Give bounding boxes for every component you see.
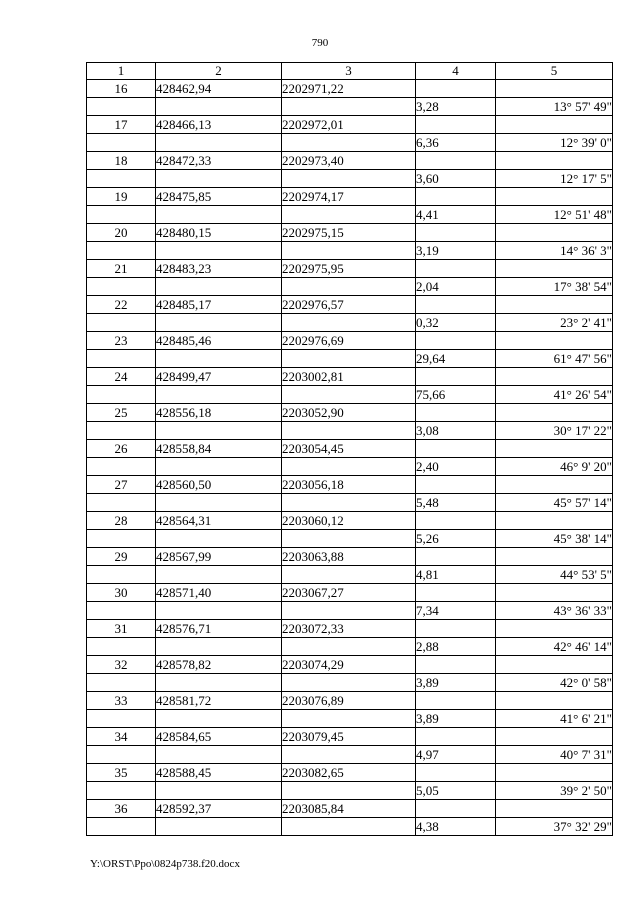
empty-cell [416,260,496,278]
segment-row [87,674,613,692]
segment-angle: 17° 38' 54" [496,278,613,296]
coordinate-y: 2203052,90 [282,404,416,422]
empty-cell [156,386,282,404]
empty-cell [282,566,416,584]
page-number: 790 [311,37,329,49]
segment-angle: 14° 36' 3" [496,242,613,260]
empty-cell [282,674,416,692]
coordinate-y: 2203056,18 [282,476,416,494]
segment-length: 2,88 [416,638,496,656]
column-header-4: 4 [416,63,496,80]
empty-cell [496,800,613,818]
empty-cell [87,98,156,116]
point-row [87,728,613,746]
empty-cell [496,260,613,278]
empty-cell [416,224,496,242]
empty-cell [87,602,156,620]
segment-length: 3,28 [416,98,496,116]
point-row [87,548,613,566]
empty-cell [87,170,156,188]
segment-angle: 41° 26' 54" [496,386,613,404]
coordinate-y: 2202976,69 [282,332,416,350]
coordinate-x: 428485,46 [156,332,282,350]
empty-cell [496,404,613,422]
empty-cell [282,134,416,152]
segment-angle: 12° 17' 5" [496,170,613,188]
point-number: 30 [87,584,156,602]
empty-cell [87,350,156,368]
segment-angle: 40° 7' 31" [496,746,613,764]
point-number: 28 [87,512,156,530]
segment-row [87,386,613,404]
empty-cell [496,368,613,386]
empty-cell [496,764,613,782]
empty-cell [496,512,613,530]
coordinate-y: 2203060,12 [282,512,416,530]
coordinate-x: 428576,71 [156,620,282,638]
point-number: 21 [87,260,156,278]
empty-cell [156,674,282,692]
point-row [87,224,613,242]
segment-length: 3,60 [416,170,496,188]
segment-row [87,278,613,296]
empty-cell [156,170,282,188]
coordinate-x: 428592,37 [156,800,282,818]
point-number: 25 [87,404,156,422]
empty-cell [156,134,282,152]
empty-cell [87,674,156,692]
empty-cell [496,584,613,602]
empty-cell [282,386,416,404]
segment-angle: 42° 0' 58" [496,674,613,692]
point-row [87,368,613,386]
empty-cell [282,782,416,800]
point-number: 35 [87,764,156,782]
empty-cell [496,116,613,134]
empty-cell [416,296,496,314]
segment-length: 5,26 [416,530,496,548]
segment-angle: 30° 17' 22" [496,422,613,440]
point-row [87,440,613,458]
empty-cell [496,476,613,494]
segment-angle: 44° 53' 5" [496,566,613,584]
segment-length: 2,40 [416,458,496,476]
segment-length: 6,36 [416,134,496,152]
segment-length: 4,97 [416,746,496,764]
empty-cell [156,314,282,332]
point-number: 27 [87,476,156,494]
point-row [87,620,613,638]
segment-length: 29,64 [416,350,496,368]
empty-cell [282,746,416,764]
coordinate-y: 2202971,22 [282,80,416,98]
coordinate-x: 428480,15 [156,224,282,242]
empty-cell [87,638,156,656]
coordinate-y: 2203054,45 [282,440,416,458]
coordinates-table [86,62,613,836]
empty-cell [156,350,282,368]
segment-angle: 42° 46' 14" [496,638,613,656]
empty-cell [416,512,496,530]
segment-row [87,530,613,548]
empty-cell [87,458,156,476]
column-header-2: 2 [156,63,282,80]
point-row [87,800,613,818]
coordinate-y: 2203082,65 [282,764,416,782]
point-number: 19 [87,188,156,206]
empty-cell [282,818,416,836]
empty-cell [156,206,282,224]
segment-row [87,134,613,152]
coordinate-y: 2203079,45 [282,728,416,746]
point-number: 18 [87,152,156,170]
empty-cell [496,548,613,566]
point-row [87,584,613,602]
empty-cell [416,620,496,638]
segment-angle: 23° 2' 41" [496,314,613,332]
point-row [87,764,613,782]
segment-row [87,818,613,836]
coordinate-y: 2202975,95 [282,260,416,278]
column-header-1: 1 [87,63,156,80]
point-number: 24 [87,368,156,386]
empty-cell [156,458,282,476]
empty-cell [156,710,282,728]
empty-cell [156,782,282,800]
segment-row [87,638,613,656]
coordinate-x: 428581,72 [156,692,282,710]
coordinate-y: 2203072,33 [282,620,416,638]
empty-cell [496,620,613,638]
coordinate-y: 2202973,40 [282,152,416,170]
empty-cell [496,656,613,674]
empty-cell [87,818,156,836]
empty-cell [282,170,416,188]
point-number: 29 [87,548,156,566]
segment-angle: 41° 6' 21" [496,710,613,728]
segment-angle: 13° 57' 49" [496,98,613,116]
empty-cell [496,332,613,350]
segment-angle: 37° 32' 29" [496,818,613,836]
segment-row [87,746,613,764]
empty-cell [282,638,416,656]
empty-cell [282,458,416,476]
segment-length: 5,48 [416,494,496,512]
segment-length: 3,89 [416,710,496,728]
point-row [87,260,613,278]
empty-cell [416,440,496,458]
segment-angle: 39° 2' 50" [496,782,613,800]
point-number: 20 [87,224,156,242]
empty-cell [416,476,496,494]
point-number: 26 [87,440,156,458]
coordinate-x: 428475,85 [156,188,282,206]
empty-cell [87,386,156,404]
point-number: 22 [87,296,156,314]
empty-cell [156,566,282,584]
empty-cell [87,710,156,728]
column-header-3: 3 [282,63,416,80]
coordinate-y: 2203085,84 [282,800,416,818]
coordinate-y: 2202972,01 [282,116,416,134]
segment-row [87,494,613,512]
footer-file-path: Y:\ORST\Ppo\0824p738.f20.docx [90,858,240,870]
point-row [87,116,613,134]
empty-cell [87,422,156,440]
coordinate-y: 2203063,88 [282,548,416,566]
empty-cell [87,314,156,332]
empty-cell [156,602,282,620]
segment-length: 5,05 [416,782,496,800]
point-number: 17 [87,116,156,134]
empty-cell [282,206,416,224]
point-number: 34 [87,728,156,746]
segment-row [87,602,613,620]
coordinate-y: 2203067,27 [282,584,416,602]
empty-cell [156,746,282,764]
empty-cell [87,566,156,584]
segment-length: 3,19 [416,242,496,260]
empty-cell [282,314,416,332]
point-row [87,512,613,530]
empty-cell [416,548,496,566]
coordinate-x: 428558,84 [156,440,282,458]
segment-row [87,422,613,440]
column-header-5: 5 [496,63,613,80]
segment-length: 75,66 [416,386,496,404]
segment-row [87,170,613,188]
coordinate-x: 428567,99 [156,548,282,566]
coordinate-x: 428483,23 [156,260,282,278]
segment-length: 4,41 [416,206,496,224]
empty-cell [416,692,496,710]
empty-cell [416,800,496,818]
empty-cell [496,296,613,314]
coordinate-y: 2202974,17 [282,188,416,206]
coordinate-x: 428472,33 [156,152,282,170]
empty-cell [416,728,496,746]
empty-cell [416,80,496,98]
empty-cell [496,440,613,458]
coordinate-y: 2202975,15 [282,224,416,242]
empty-cell [282,278,416,296]
point-row [87,656,613,674]
empty-cell [416,188,496,206]
empty-cell [87,242,156,260]
empty-cell [156,638,282,656]
point-number: 16 [87,80,156,98]
empty-cell [416,368,496,386]
empty-cell [282,710,416,728]
coordinate-x: 428556,18 [156,404,282,422]
coordinate-x: 428560,50 [156,476,282,494]
empty-cell [87,134,156,152]
segment-row [87,458,613,476]
point-number: 31 [87,620,156,638]
segment-row [87,98,613,116]
empty-cell [282,422,416,440]
coordinate-y: 2203002,81 [282,368,416,386]
empty-cell [87,206,156,224]
point-row [87,692,613,710]
segment-angle: 61° 47' 56" [496,350,613,368]
segment-angle: 12° 51' 48" [496,206,613,224]
empty-cell [87,782,156,800]
segment-length: 0,32 [416,314,496,332]
segment-angle: 43° 36' 33" [496,602,613,620]
segment-angle: 12° 39' 0" [496,134,613,152]
empty-cell [416,404,496,422]
empty-cell [282,350,416,368]
empty-cell [416,656,496,674]
empty-cell [416,116,496,134]
segment-row [87,566,613,584]
segment-length: 3,08 [416,422,496,440]
empty-cell [416,152,496,170]
empty-cell [156,530,282,548]
point-number: 33 [87,692,156,710]
empty-cell [496,188,613,206]
empty-cell [282,98,416,116]
table-body [87,80,613,836]
segment-row [87,350,613,368]
empty-cell [87,278,156,296]
point-row [87,152,613,170]
segment-row [87,314,613,332]
empty-cell [156,278,282,296]
empty-cell [282,530,416,548]
segment-angle: 45° 38' 14" [496,530,613,548]
coordinate-x: 428571,40 [156,584,282,602]
coordinate-y: 2203076,89 [282,692,416,710]
point-row [87,296,613,314]
empty-cell [496,80,613,98]
empty-cell [87,746,156,764]
coordinate-x: 428588,45 [156,764,282,782]
empty-cell [156,494,282,512]
segment-length: 2,04 [416,278,496,296]
table-header-row [87,63,613,80]
coordinate-x: 428485,17 [156,296,282,314]
segment-angle: 45° 57' 14" [496,494,613,512]
empty-cell [87,494,156,512]
empty-cell [496,224,613,242]
coordinate-x: 428584,65 [156,728,282,746]
coordinate-x: 428578,82 [156,656,282,674]
point-row [87,80,613,98]
empty-cell [416,584,496,602]
empty-cell [496,692,613,710]
point-number: 32 [87,656,156,674]
segment-length: 4,81 [416,566,496,584]
coordinate-x: 428466,13 [156,116,282,134]
segment-row [87,206,613,224]
coordinate-x: 428462,94 [156,80,282,98]
coordinate-x: 428499,47 [156,368,282,386]
coordinate-x: 428564,31 [156,512,282,530]
coordinate-y: 2202976,57 [282,296,416,314]
empty-cell [282,242,416,260]
point-row [87,188,613,206]
empty-cell [416,764,496,782]
segment-length: 7,34 [416,602,496,620]
point-row [87,332,613,350]
empty-cell [282,494,416,512]
empty-cell [156,98,282,116]
segment-angle: 46° 9' 20" [496,458,613,476]
empty-cell [156,242,282,260]
empty-cell [282,602,416,620]
point-number: 36 [87,800,156,818]
empty-cell [87,530,156,548]
point-number: 23 [87,332,156,350]
empty-cell [496,728,613,746]
segment-length: 3,89 [416,674,496,692]
segment-row [87,242,613,260]
coordinate-y: 2203074,29 [282,656,416,674]
segment-row [87,710,613,728]
segment-length: 4,38 [416,818,496,836]
empty-cell [496,152,613,170]
point-row [87,404,613,422]
empty-cell [156,818,282,836]
segment-row [87,782,613,800]
point-row [87,476,613,494]
empty-cell [156,422,282,440]
empty-cell [416,332,496,350]
